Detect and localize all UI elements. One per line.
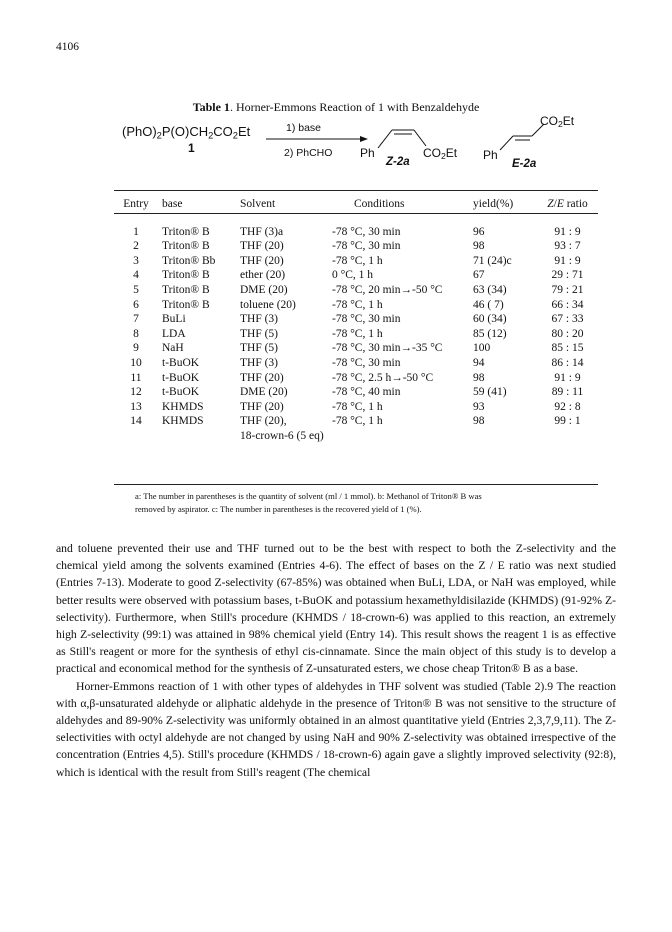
cell-entry: 10: [130, 356, 142, 369]
footnote-line-1: a: The number in parentheses is the quantity of solvent (ml / 1 mmol). b: Methanol of Triton® B was: [135, 491, 482, 501]
cell-ratio: 86 : 14: [551, 356, 584, 369]
cell-yield: 98: [473, 240, 485, 253]
table-row: [114, 254, 598, 269]
cell-entry: 9: [133, 342, 139, 355]
cell-ratio: 91 : 9: [554, 225, 581, 238]
cell-yield: 59 (41): [473, 386, 507, 399]
cell-solvent: THF (5): [240, 342, 279, 355]
cell-ratio: 89 : 11: [551, 386, 584, 399]
cell-conditions: -78 °C, 1 h: [332, 415, 383, 428]
cell-entry: 13: [130, 400, 142, 413]
cell-conditions: -78 °C, 1 h: [332, 400, 383, 413]
cell-solvent: THF (5): [240, 327, 279, 340]
table-row: [114, 385, 598, 400]
table-caption: [0, 100, 672, 115]
cell-yield: 98: [473, 371, 485, 384]
table-row: [114, 268, 598, 283]
cell-conditions: -78 °C, 1 h: [332, 298, 383, 311]
cell-base: Triton® Bb: [162, 254, 216, 267]
table-row-continuation: [114, 429, 598, 444]
scheme-z-co2et: $CO_2Et$: [423, 146, 458, 162]
cell-yield: 85 (12): [473, 327, 507, 340]
cell-conditions: -78 °C, 30 min: [332, 356, 401, 369]
cell-entry: 1: [133, 225, 139, 238]
cell-conditions: 0 °C, 1 h: [332, 269, 374, 282]
header-ratio: Z/E ratio: [547, 198, 588, 210]
cell-conditions: -78 °C, 30 min→-35 °C: [332, 342, 443, 355]
cell-entry: 14: [130, 415, 142, 428]
table-row: [114, 341, 598, 356]
scheme-reagent: $(PhO)_2P(O)CH_2CO_2Et$: [122, 124, 251, 141]
cell-base: t-BuOK: [162, 371, 200, 384]
table-row: [114, 217, 598, 240]
cell-entry: 7: [133, 313, 139, 326]
cell-ratio: 67 : 33: [551, 313, 584, 326]
table-row: [114, 400, 598, 415]
cell-conditions: -78 °C, 40 min: [332, 386, 401, 399]
header-entry: Entry: [123, 198, 149, 210]
body-paragraph-1: and toluene prevented their use and THF turned out to be the best with respect to both the Z-selectivity and the chemical yield among the solvents examined (Entries 4-6). The effect of bases on the Z / E ratio was next studied (Entries 7-13). Moderate to good Z-selectivity (67-85%) was obtained when BuLi, LDA, or NaH was employed, while better results were observed with potassium bases, t-BuOK and potassium hexamethyldisilazide (KHMDS) (91-92% Z-selectivity). Furthermore, when Still's procedure (KHMDS / 18-crown-6) was applied to this reaction, an extremely high Z-selectivity (99:1) was attained in 98% chemical yield (Entry 14). This result shows the reagent 1 is as effective as Still's reagent or more for the synthesis of ethyl cis-cinnamate. Since the main object of this study is to develop a practical and economical method for the synthesis of Z-unsaturated esters, we chose cheap Triton® B as a base.: [56, 542, 616, 676]
cell-entry: 6: [133, 298, 139, 311]
continuation-spacer: [114, 429, 240, 444]
cell-solvent: THF (20),: [240, 415, 287, 428]
scheme-e-label: E-2a: [512, 158, 537, 170]
cell-ratio: 29 : 71: [551, 269, 584, 282]
cell-base: KHMDS: [162, 415, 204, 428]
cell-ratio: 92 : 8: [554, 400, 581, 413]
body-text: [56, 540, 616, 781]
cell-yield: 63 (34): [473, 283, 507, 296]
header-conditions: Conditions: [354, 198, 405, 210]
header-base: base: [162, 198, 183, 210]
footnote-line-2: removed by aspirator. c: The number in parentheses is the recovered yield of 1 (%).: [135, 503, 422, 514]
cell-solvent: THF (20): [240, 371, 284, 384]
cell-conditions: -78 °C, 1 h: [332, 327, 383, 340]
header-solvent: Solvent: [240, 198, 276, 210]
cell-entry: 12: [130, 386, 142, 399]
cell-yield: 98: [473, 415, 485, 428]
scheme-z-label: Z-2a: [386, 156, 410, 168]
cell-ratio: 79 : 21: [551, 283, 584, 296]
table-row: [114, 239, 598, 254]
page-number: 4106: [56, 41, 79, 53]
cell-yield: 93: [473, 400, 485, 413]
body-paragraph-2: Horner-Emmons reaction of 1 with other types of aldehydes in THF solvent was studied (Table 2).9 The reaction with α,β-unsaturated aldehyde or aliphatic aldehyde in the presence of Triton® B was not sensitive to the structure of aldehydes and 89-90% Z-selectivity was uniformly obtained in an almost quantitative yield (Entries 2,3,7,9,11). The Z-selectivities with octyl aldehyde are not changed by using NaH and 90% Z-selectivity was obtained irrespective of the concentration (Entries 4,5). Still's procedure (KHMDS / 18-crown-6) again gave a slightly improved selectivity (92:8), which is identical with the result from Still's reagent (The chemical: [56, 679, 616, 779]
scheme-e-ph: Ph: [483, 148, 498, 162]
cell-solvent-continuation: 18-crown-6 (5 eq): [240, 429, 324, 442]
cell-entry: 2: [133, 240, 139, 253]
cell-yield: 94: [473, 356, 485, 369]
cell-yield: 96: [473, 225, 485, 238]
cell-entry: 4: [133, 269, 139, 282]
table-header-row: [114, 193, 598, 217]
table-row: [114, 414, 598, 429]
cell-solvent: toluene (20): [240, 298, 296, 311]
cell-yield: 67: [473, 269, 485, 282]
cell-base: Triton® B: [162, 269, 210, 282]
reaction-scheme: [120, 114, 600, 184]
scheme-e-co2et: $CO_2Et$: [540, 114, 575, 130]
cell-ratio: 85 : 15: [551, 342, 584, 355]
cell-yield: 100: [473, 342, 491, 355]
cell-conditions: -78 °C, 2.5 h→-50 °C: [332, 371, 434, 384]
table-bottom-rule: [114, 484, 598, 485]
cell-base: Triton® B: [162, 298, 210, 311]
cell-entry: 8: [133, 327, 139, 340]
cell-base: Triton® B: [162, 240, 210, 253]
table-row: [114, 356, 598, 371]
table-title: . Horner-Emmons Reaction of 1 with Benzaldehyde: [229, 100, 480, 114]
cell-base: LDA: [162, 327, 186, 340]
cell-entry: 3: [133, 254, 139, 267]
cell-conditions: -78 °C, 1 h: [332, 254, 383, 267]
table-label: Table 1: [192, 100, 230, 114]
cell-base: Triton® B: [162, 225, 210, 238]
cell-ratio: 99 : 1: [554, 415, 581, 428]
cell-ratio: 91 : 9: [554, 254, 581, 267]
table-row: [114, 327, 598, 342]
scheme-step1: 1) base: [286, 122, 322, 134]
cell-base: KHMDS: [162, 400, 204, 413]
table-row: [114, 283, 598, 298]
scheme-step2: 2) PhCHO: [284, 147, 333, 159]
cell-solvent: THF (3): [240, 356, 279, 369]
cell-solvent: THF (20): [240, 254, 284, 267]
table-top-rule: [114, 190, 598, 191]
cell-yield: 71 (24)c: [473, 254, 512, 267]
cell-base: Triton® B: [162, 283, 210, 296]
cell-solvent: ether (20): [240, 269, 286, 282]
cell-yield: 46 ( 7): [473, 298, 504, 311]
cell-ratio: 66 : 34: [551, 298, 584, 311]
cell-base: BuLi: [162, 313, 186, 326]
cell-base: t-BuOK: [162, 386, 200, 399]
cell-entry: 5: [133, 283, 139, 296]
cell-solvent: THF (20): [240, 400, 284, 413]
cell-conditions: -78 °C, 20 min→-50 °C: [332, 283, 443, 296]
cell-solvent: DME (20): [240, 283, 288, 296]
table-row: [114, 298, 598, 313]
table-footnotes: [135, 490, 575, 515]
cell-conditions: -78 °C, 30 min: [332, 313, 401, 326]
cell-solvent: THF (3): [240, 313, 279, 326]
cell-conditions: -78 °C, 30 min: [332, 240, 401, 253]
cell-yield: 60 (34): [473, 313, 507, 326]
cell-ratio: 91 : 9: [554, 371, 581, 384]
table-row: [114, 312, 598, 327]
cell-conditions: -78 °C, 30 min: [332, 225, 401, 238]
cell-base: NaH: [162, 342, 184, 355]
cell-solvent: THF (20): [240, 240, 284, 253]
scheme-reagent-label: 1: [188, 141, 195, 155]
cell-base: t-BuOK: [162, 356, 200, 369]
results-table: [114, 193, 598, 444]
scheme-z-ph: Ph: [360, 146, 375, 160]
table-row: [114, 371, 598, 386]
cell-ratio: 80 : 20: [551, 327, 584, 340]
cell-solvent: THF (3)a: [240, 225, 284, 238]
cell-solvent: DME (20): [240, 386, 288, 399]
cell-ratio: 93 : 7: [554, 240, 581, 253]
cell-entry: 11: [130, 371, 142, 384]
header-yield: yield(%): [473, 198, 514, 210]
